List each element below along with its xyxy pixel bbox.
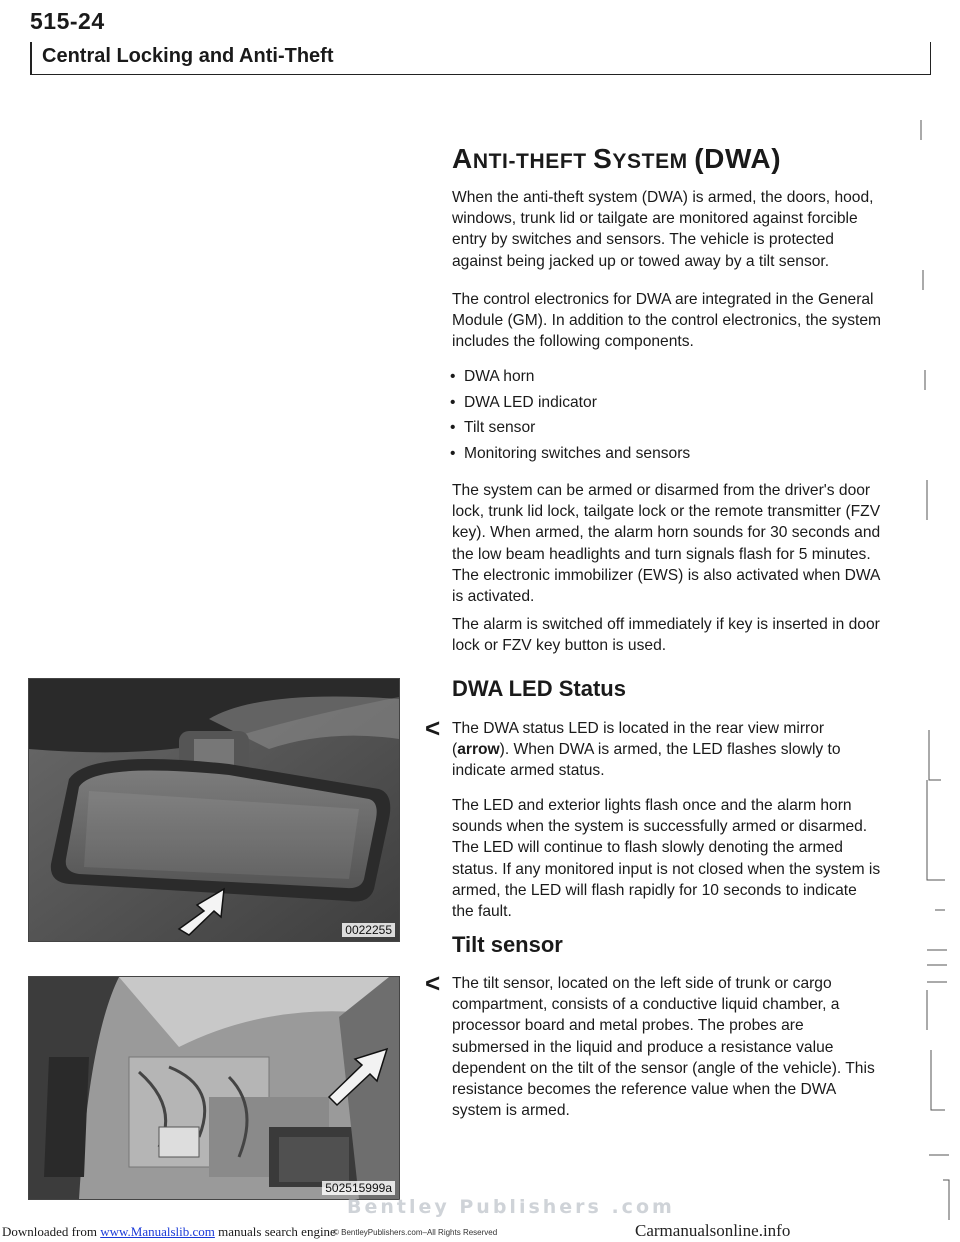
site-watermark: Carmanualsonline.info bbox=[635, 1221, 791, 1240]
section-header-box bbox=[30, 42, 931, 75]
list-item: • DWA LED indicator bbox=[452, 390, 690, 416]
margin-marks bbox=[905, 120, 955, 1220]
rear-view-mirror-image bbox=[29, 679, 399, 941]
tilt-section-heading: Tilt sensor bbox=[452, 932, 563, 957]
title-small-1: NTI-THEFT bbox=[472, 150, 594, 173]
photo-code: 502515999a bbox=[322, 1181, 395, 1195]
intro-paragraph: When the anti-theft system (DWA) is armed, the doors, hood, windows, trunk lid or tailgate are monitored against forcible entry by switches and sensors. The vehicle is protected against being jacked up or towed away by a tilt sensor. bbox=[452, 189, 874, 270]
pointer-arrow-icon: < bbox=[425, 968, 441, 998]
led-paragraph-1: The DWA status LED is located in the rear view mirror (arrow). When DWA is armed, the LED flashes slowly to indicate armed status. bbox=[452, 720, 841, 780]
photo-code: 0022255 bbox=[342, 923, 395, 937]
list-item: • Monitoring switches and sensors bbox=[452, 441, 690, 467]
title-lead-2: S bbox=[593, 143, 613, 174]
led-section-heading: DWA LED Status bbox=[452, 676, 626, 701]
led-paragraph-2: The LED and exterior lights flash once and the alarm horn sounds when the system is successfully armed or disarmed. The LED will continue to flash slowly denoting the armed status. If any monitored input is not closed when the system is armed, the LED will flash rapidly for 10 seconds to indicate the fault. bbox=[452, 797, 881, 921]
copyright-notice: © BentleyPublishers.com–All Rights Reserved bbox=[333, 1228, 498, 1237]
title-small-2: YSTEM bbox=[612, 150, 695, 173]
title-lead-1: A bbox=[452, 143, 473, 174]
alarm-off-paragraph: The alarm is switched off immediately if key is inserted in door lock or FZV key button is used. bbox=[452, 616, 880, 655]
tilt-paragraph: The tilt sensor, located on the left side of trunk or cargo compartment, consists of a conductive liquid chamber, a processor board and metal probes. The probes are submersed in the liquid and produce a resistance value dependent on the tilt of the sensor (angle of the vehicle). This resistance becomes the reference value when the DWA system is armed. bbox=[452, 975, 875, 1120]
page-title bbox=[452, 143, 781, 175]
arming-paragraph: The system can be armed or disarmed from the driver's door lock, trunk lid lock, tailgate lock or the remote transmitter (FZV key). When armed, the alarm horn sounds for 30 seconds and the low beam headlights and turn signals flash for 5 minutes. The electronic immobilizer (EWS) is also activated when DWA is activated. bbox=[452, 482, 881, 606]
trunk-compartment-image bbox=[29, 977, 399, 1199]
pointer-arrow-icon: < bbox=[425, 713, 441, 743]
list-item: • DWA horn bbox=[452, 364, 690, 390]
mirror-photo bbox=[28, 678, 400, 942]
list-item: • Tilt sensor bbox=[452, 415, 690, 441]
section-title: Central Locking and Anti-Theft bbox=[42, 45, 334, 67]
page-number: 515-24 bbox=[30, 8, 105, 34]
title-tail: (DWA) bbox=[694, 143, 782, 174]
watermark: Bentley Publishers .com bbox=[347, 1196, 675, 1218]
tilt-sensor-photo bbox=[28, 976, 400, 1200]
components-list bbox=[452, 364, 690, 466]
manualslib-link[interactable]: www.Manualslib.com bbox=[100, 1224, 215, 1239]
download-credit: Downloaded from www.Manualslib.com manuals search engine bbox=[2, 1224, 336, 1239]
control-paragraph: The control electronics for DWA are integrated in the General Module (GM). In addition to the control electronics, the system includes the following components. bbox=[452, 291, 882, 351]
